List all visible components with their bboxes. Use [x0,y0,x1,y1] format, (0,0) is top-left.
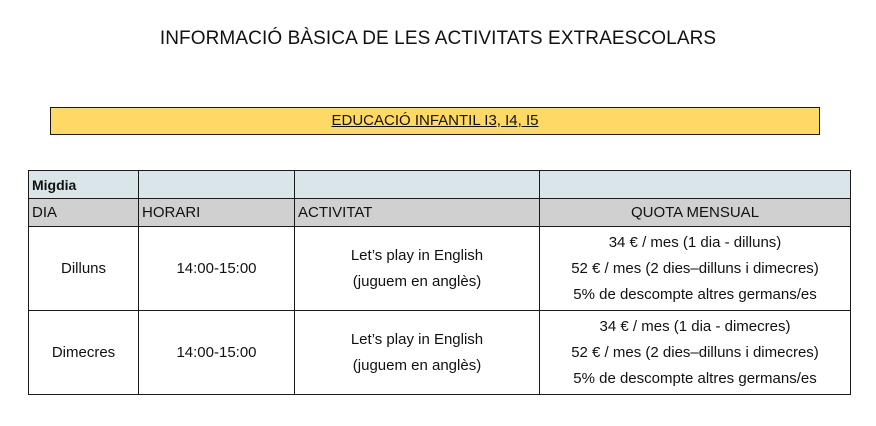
table-group-row [29,171,851,199]
empty-cell [295,171,540,199]
group-label: Migdia [29,171,139,199]
quota-line: 52 € / mes (2 dies–dilluns i dimecres) [571,259,819,277]
header-day: DIA [29,199,139,227]
page-title: INFORMACIÓ BÀSICA DE LES ACTIVITATS EXTRAESCOLARS [159,28,717,49]
activity-name: Let’s play in English [350,330,484,348]
quota-line: 34 € / mes (1 dia - dilluns) [608,233,782,251]
time-cell: 14:00-15:00 [139,311,295,395]
day-cell: Dimecres [29,311,139,395]
quota-line: 52 € / mes (2 dies–dilluns i dimecres) [571,343,819,361]
quota-line: 5% de descompte altres germans/es [573,285,817,303]
quota-line: 5% de descompte altres germans/es [573,369,817,387]
header-quota: QUOTA MENSUAL [540,199,851,227]
empty-cell [139,171,295,199]
quota-cell [540,227,851,311]
section-banner [50,107,820,135]
empty-cell [540,171,851,199]
activity-translation: (juguem en anglès) [352,272,482,290]
time-cell: 14:00-15:00 [139,227,295,311]
quota-cell [540,311,851,395]
section-banner-label: EDUCACIÓ INFANTIL I3, I4, I5 [331,112,539,129]
activity-name: Let’s play in English [350,246,484,264]
header-time: HORARI [139,199,295,227]
activity-cell [295,227,540,311]
activity-translation: (juguem en anglès) [352,356,482,374]
table-header-row [29,199,851,227]
table-row [29,227,851,311]
activity-cell [295,311,540,395]
table-row [29,311,851,395]
header-activity: ACTIVITAT [295,199,540,227]
quota-line: 34 € / mes (1 dia - dimecres) [599,317,791,335]
day-cell: Dilluns [29,227,139,311]
activities-table [28,170,851,395]
